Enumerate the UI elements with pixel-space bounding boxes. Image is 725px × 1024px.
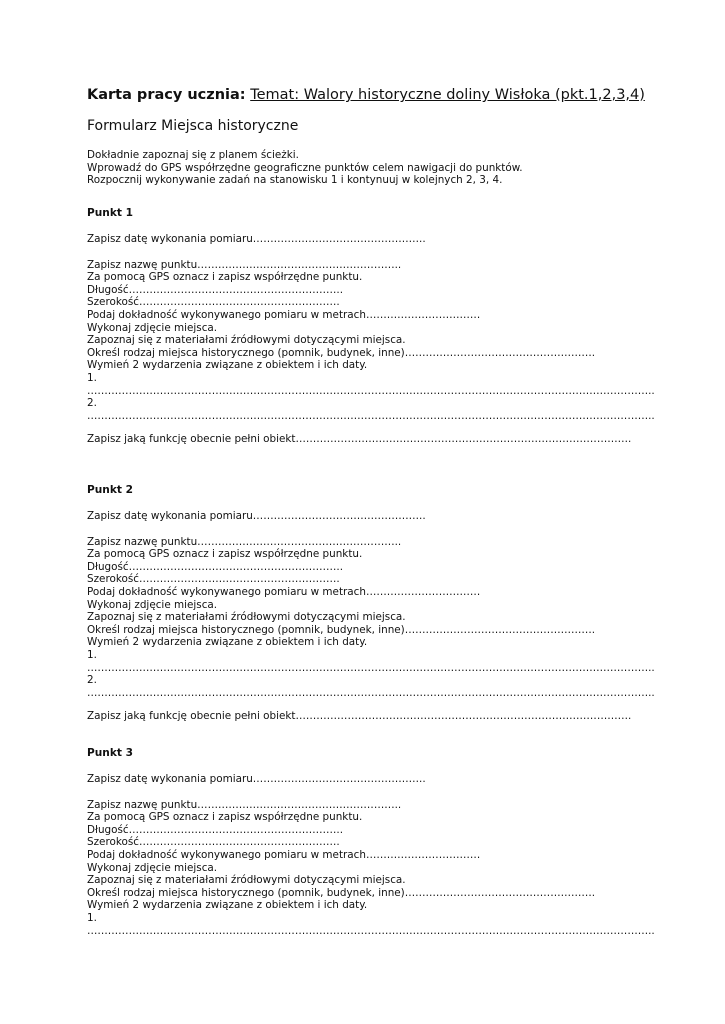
point-name-field[interactable]: Zapisz nazwę punktu…………………………………………………..: [87, 535, 402, 548]
photo-instruction: Wykonaj zdjęcie miejsca.: [87, 321, 218, 334]
accuracy-field[interactable]: Podaj dokładność wykonywanego pomiaru w metrach……………………………: [87, 585, 481, 598]
event-1-field[interactable]: ………………………………………………………………………………………………………………………………………………..: [87, 924, 655, 937]
event-2-field[interactable]: ………………………………………………………………………………………………………………………………………………..: [87, 409, 655, 422]
accuracy-field[interactable]: Podaj dokładność wykonywanego pomiaru w metrach……………………………: [87, 308, 481, 321]
event-2-field[interactable]: ………………………………………………………………………………………………………………………………………………..: [87, 686, 655, 699]
point-title: Punkt 3: [87, 747, 134, 759]
longitude-field[interactable]: Długość……………………………………………………..: [87, 823, 344, 836]
point-name-field[interactable]: Zapisz nazwę punktu…………………………………………………..: [87, 798, 402, 811]
instruction-line: Rozpocznij wykonywanie zadań na stanowisku 1 i kontynuuj w kolejnych 2, 3, 4.: [87, 174, 503, 187]
accuracy-field[interactable]: Podaj dokładność wykonywanego pomiaru w metrach……………………………: [87, 848, 481, 861]
event-1-number: 1.: [87, 648, 97, 661]
place-type-field[interactable]: Określ rodzaj miejsca historycznego (pomnik, budynek, inne)……………………………………………….: [87, 886, 596, 899]
instruction-line: Dokładnie zapoznaj się z planem ścieżki.: [87, 149, 299, 161]
latitude-field[interactable]: Szerokość………………………………………………….: [87, 296, 340, 309]
latitude-field[interactable]: Szerokość………………………………………………….: [87, 836, 340, 849]
title-topic: Temat: Walory historyczne doliny Wisłoka (pkt.1,2,3,4): [250, 87, 645, 103]
photo-instruction: Wykonaj zdjęcie miejsca.: [87, 598, 218, 611]
event-2-number: 2.: [87, 397, 97, 410]
event-2-number: 2.: [87, 674, 97, 687]
current-function-field[interactable]: Zapisz jaką funkcję obecnie pełni obiekt…………………………………………………………………………………….: [87, 710, 632, 723]
materials-instruction: Zapoznaj się z materiałami źródłowymi dotyczącymi miejsca.: [87, 611, 406, 624]
event-1-number: 1.: [87, 911, 97, 924]
measurement-date-field[interactable]: Zapisz datę wykonania pomiaru…………………………………………..: [87, 510, 426, 522]
worksheet-title: [87, 86, 645, 104]
point-title: Punkt 1: [87, 207, 134, 219]
event-1-field[interactable]: ………………………………………………………………………………………………………………………………………………..: [87, 384, 655, 397]
title-label: Karta pracy ucznia:: [87, 87, 246, 103]
event-1-field[interactable]: ………………………………………………………………………………………………………………………………………………..: [87, 661, 655, 674]
form-subtitle: Formularz Miejsca historyczne: [87, 118, 299, 134]
measurement-date-field[interactable]: Zapisz datę wykonania pomiaru…………………………………………..: [87, 773, 426, 785]
materials-instruction: Zapoznaj się z materiałami źródłowymi dotyczącymi miejsca.: [87, 874, 406, 887]
longitude-field[interactable]: Długość……………………………………………………..: [87, 283, 344, 296]
point-section-3: [87, 747, 655, 937]
point-title: Punkt 2: [87, 484, 134, 496]
point-name-field[interactable]: Zapisz nazwę punktu…………………………………………………..: [87, 258, 402, 271]
events-instruction: Wymień 2 wydarzenia związane z obiektem i ich daty.: [87, 899, 368, 912]
longitude-field[interactable]: Długość……………………………………………………..: [87, 560, 344, 573]
worksheet: [87, 86, 645, 187]
photo-instruction: Wykonaj zdjęcie miejsca.: [87, 861, 218, 874]
instruction-line: Wprowadź do GPS współrzędne geograficzne punktów celem nawigacji do punktów.: [87, 161, 523, 174]
gps-instruction: Za pomocą GPS oznacz i zapisz współrzędne punktu.: [87, 811, 363, 824]
current-function-field[interactable]: Zapisz jaką funkcję obecnie pełni obiekt…………………………………………………………………………………….: [87, 433, 632, 446]
event-1-number: 1.: [87, 371, 97, 384]
materials-instruction: Zapoznaj się z materiałami źródłowymi dotyczącymi miejsca.: [87, 334, 406, 347]
place-type-field[interactable]: Określ rodzaj miejsca historycznego (pomnik, budynek, inne)……………………………………………….: [87, 346, 596, 359]
gps-instruction: Za pomocą GPS oznacz i zapisz współrzędne punktu.: [87, 271, 363, 284]
measurement-date-field[interactable]: Zapisz datę wykonania pomiaru…………………………………………..: [87, 233, 426, 245]
latitude-field[interactable]: Szerokość………………………………………………….: [87, 573, 340, 586]
point-section-2: [87, 484, 655, 723]
place-type-field[interactable]: Określ rodzaj miejsca historycznego (pomnik, budynek, inne)……………………………………………….: [87, 623, 596, 636]
gps-instruction: Za pomocą GPS oznacz i zapisz współrzędne punktu.: [87, 548, 363, 561]
events-instruction: Wymień 2 wydarzenia związane z obiektem i ich daty.: [87, 636, 368, 649]
events-instruction: Wymień 2 wydarzenia związane z obiektem i ich daty.: [87, 359, 368, 372]
instructions: [87, 149, 577, 187]
point-section-1: [87, 207, 655, 446]
